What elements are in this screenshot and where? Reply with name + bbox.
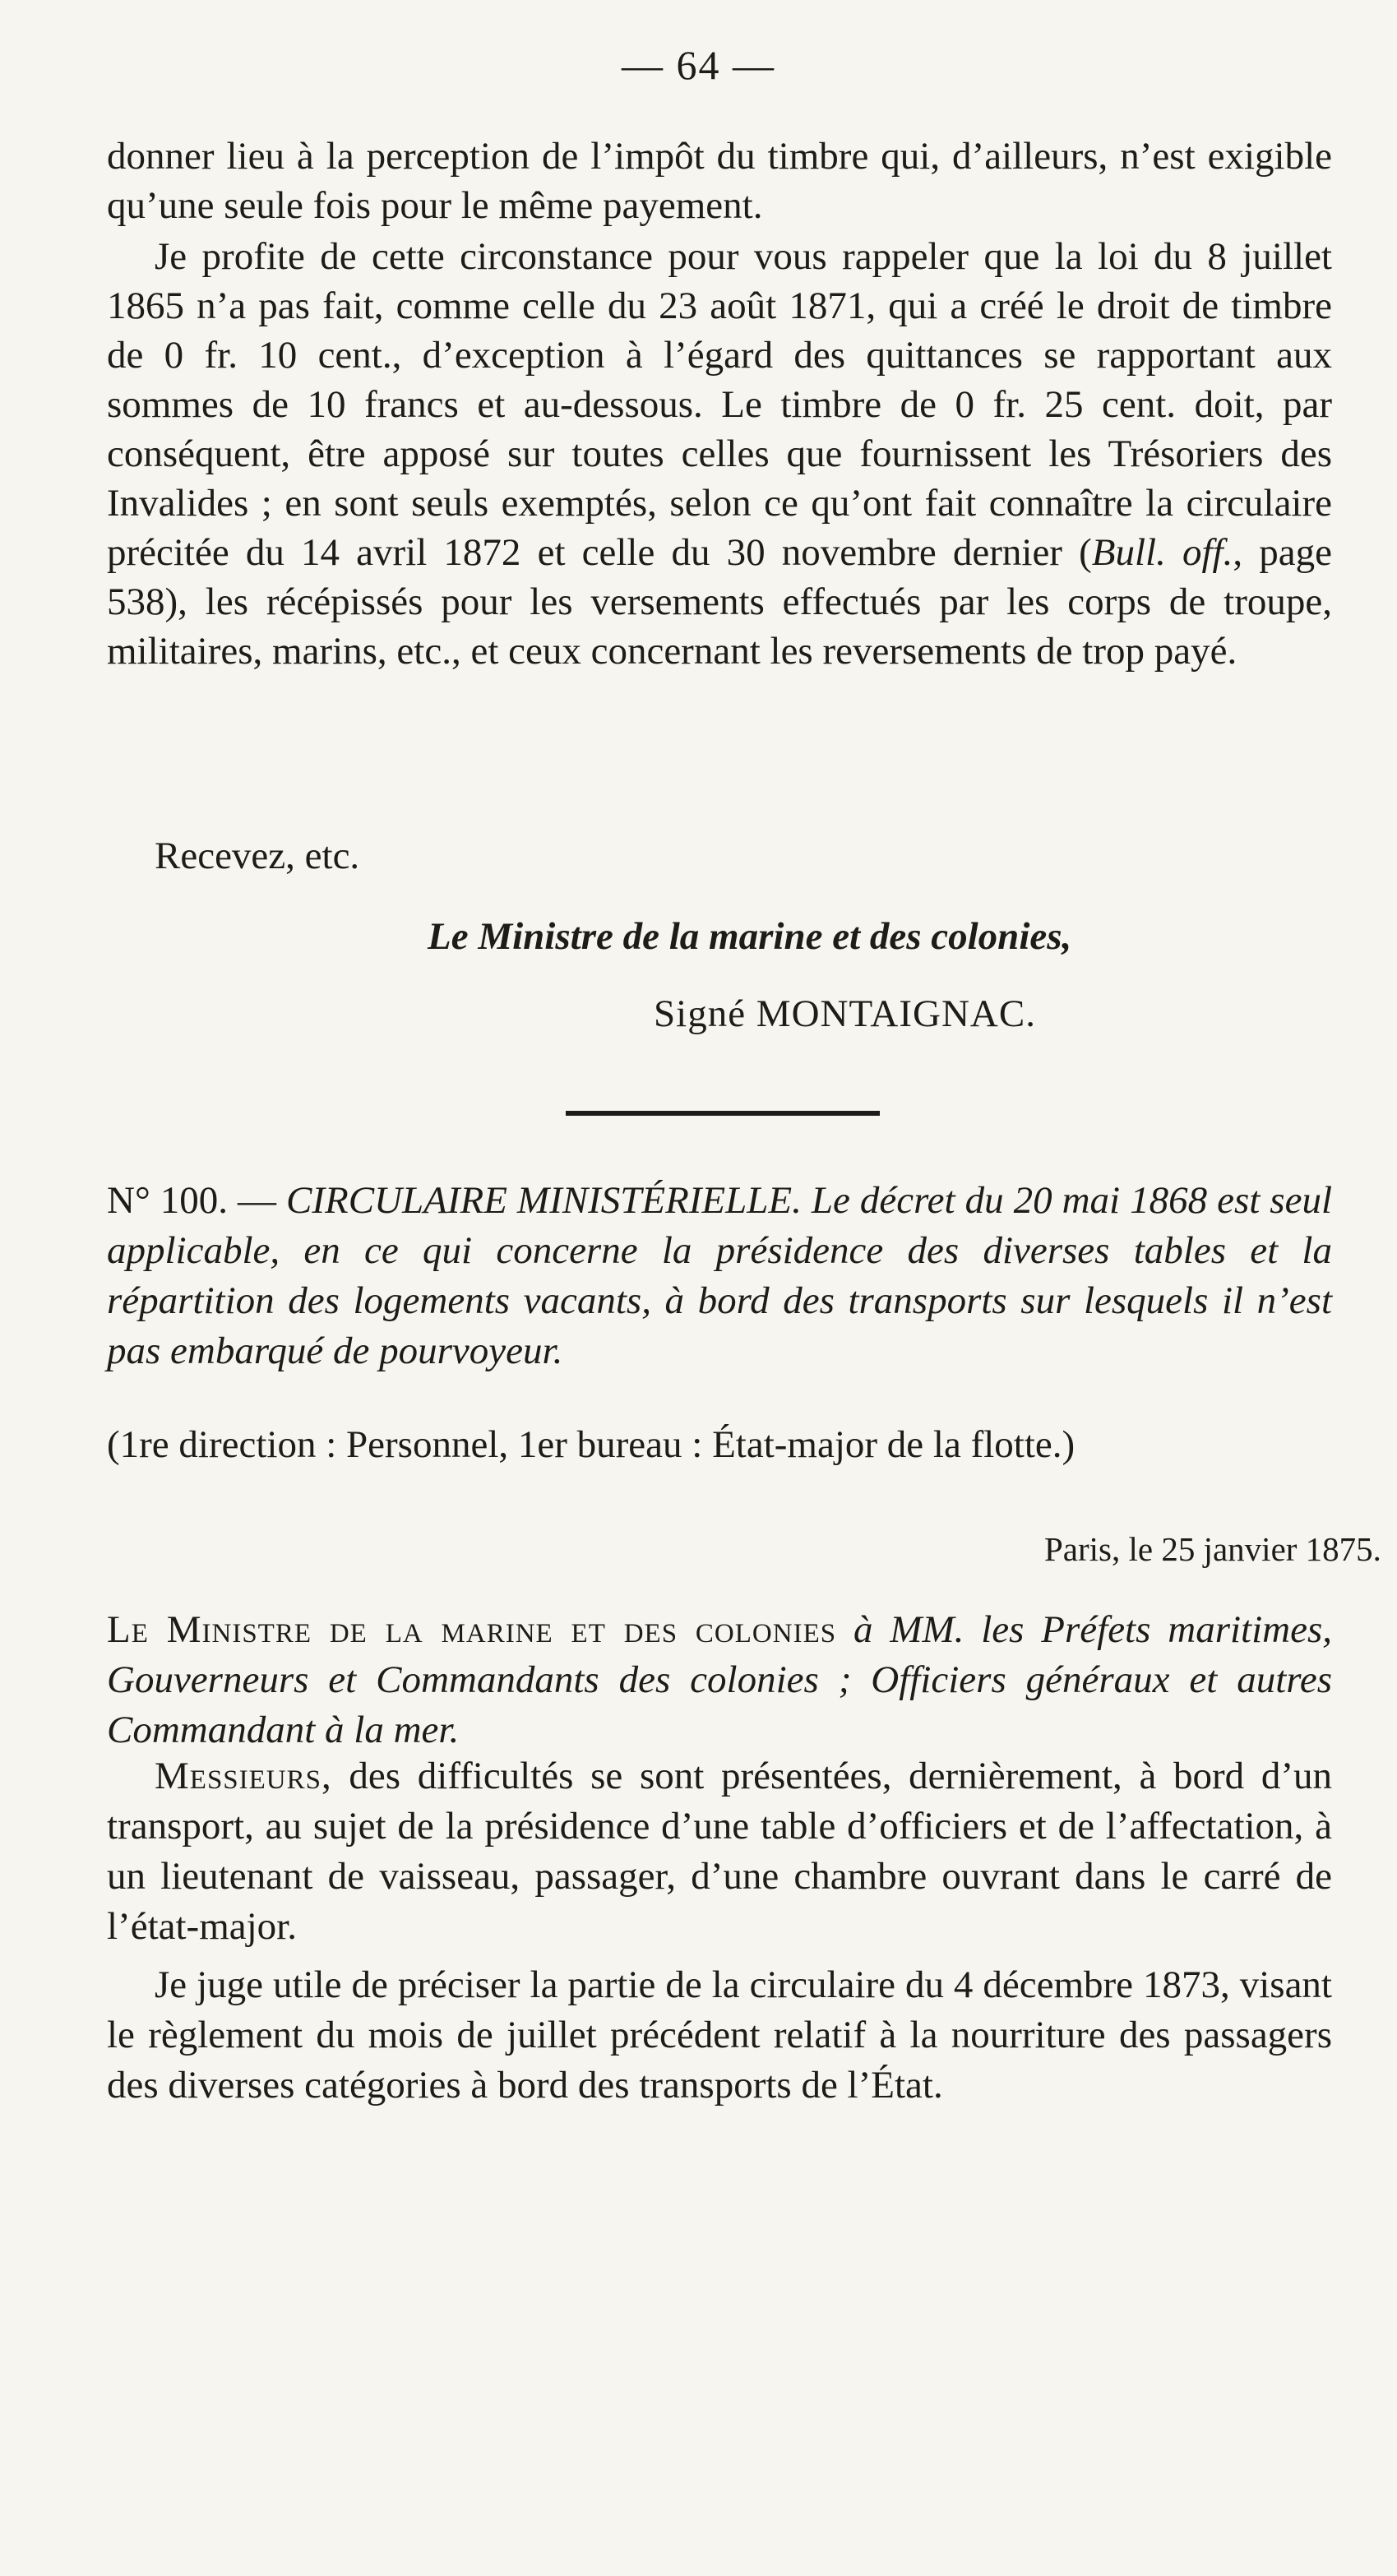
paragraph-stamp-duty: [107, 232, 1332, 676]
circular-paragraph-difficulties: [107, 1751, 1332, 1952]
circular-direction: (1re direction : Personnel, 1er bureau : État-major de la flotte.): [107, 1423, 1076, 1466]
paragraph-stamp-duty-text: Je profite de cette circonstance pour vous rappeler que la loi du 8 juillet 1865 n’a pas fait, comme celle du 23 août 1871, qui a créé le droit de timbre de 0 fr. 10 cent., d’exception à l’égard des quittances se rapportant aux sommes de 10 francs et au-dessous. Le timbre de 0 fr. 25 cent. doit, par conséquent, être apposé sur toutes celles que fournissent les Trésoriers des Invalides ; en sont seuls exemptés, selon ce qu’ont fait connaître la circulaire précitée du 14 avril 1872 et celle du 30 novembre dernier (: [107, 235, 1332, 574]
closing-formula-text: Recevez, etc.: [155, 835, 360, 877]
circular-number: N° 100. —: [107, 1179, 276, 1222]
paragraph-continuation: [107, 132, 1332, 230]
addressee-minister: Le Ministre de la marine et des colonies: [107, 1608, 837, 1651]
page-number: — 64 —: [622, 42, 775, 88]
circular-summary: Le décret du 20 mai 1868 est seul applicable, en ce qui concerne la présidence des diverses tables et la répartition des logements vacants, à bord des transports sur lesquels il n’est pas embarqué de pourvoyeur.: [107, 1179, 1332, 1372]
circular-title: CIRCULAIRE MINISTÉRIELLE.: [286, 1179, 802, 1222]
circular-paragraph-clarification-text: Je juge utile de préciser la partie de la circulaire du 4 décembre 1873, visant le règlement du mois de juillet précédent relatif à la nourriture des passagers des diverses catégories à bord des transports de l’État.: [107, 1963, 1332, 2107]
signature-name: Signé MONTAIGNAC.: [654, 992, 1036, 1035]
circular-addressee: [107, 1605, 1332, 1755]
circular-paragraph-clarification: [107, 1960, 1332, 2111]
bulletin-reference: Bull. off.: [1091, 531, 1233, 574]
addressee-recipients: à MM. les Préfets maritimes, Gouverneurs et Commandants des colonies ; Officiers généraux et autres Commandant à la mer.: [107, 1608, 1333, 1751]
circular-heading: [107, 1176, 1332, 1376]
circular-paragraph-difficulties-text: des difficultés se sont présentées, dernièrement, à bord d’un transport, au sujet de la présidence d’une table d’officiers et de l’affectation, à un lieutenant de vaisseau, passager, d’une chambre ouvrant dans le carré de l’état-major.: [107, 1755, 1332, 1948]
salutation: Messieurs,: [155, 1755, 332, 1797]
paragraph-stamp-duty-end: , page 538), les récépissés pour les versements effectués par les corps de troupe, militaires, marins, etc., et ceux concernant les reversements de trop payé.: [107, 531, 1332, 673]
signature-title: Le Ministre de la marine et des colonies,: [428, 915, 1072, 958]
closing-formula: [107, 831, 1332, 881]
section-divider: [566, 1111, 880, 1116]
circular-date: Paris, le 25 janvier 1875.: [1044, 1530, 1381, 1568]
paragraph-continuation-text: donner lieu à la perception de l’impôt du timbre qui, d’ailleurs, n’est exigible qu’une seule fois pour le même payement.: [107, 135, 1332, 227]
